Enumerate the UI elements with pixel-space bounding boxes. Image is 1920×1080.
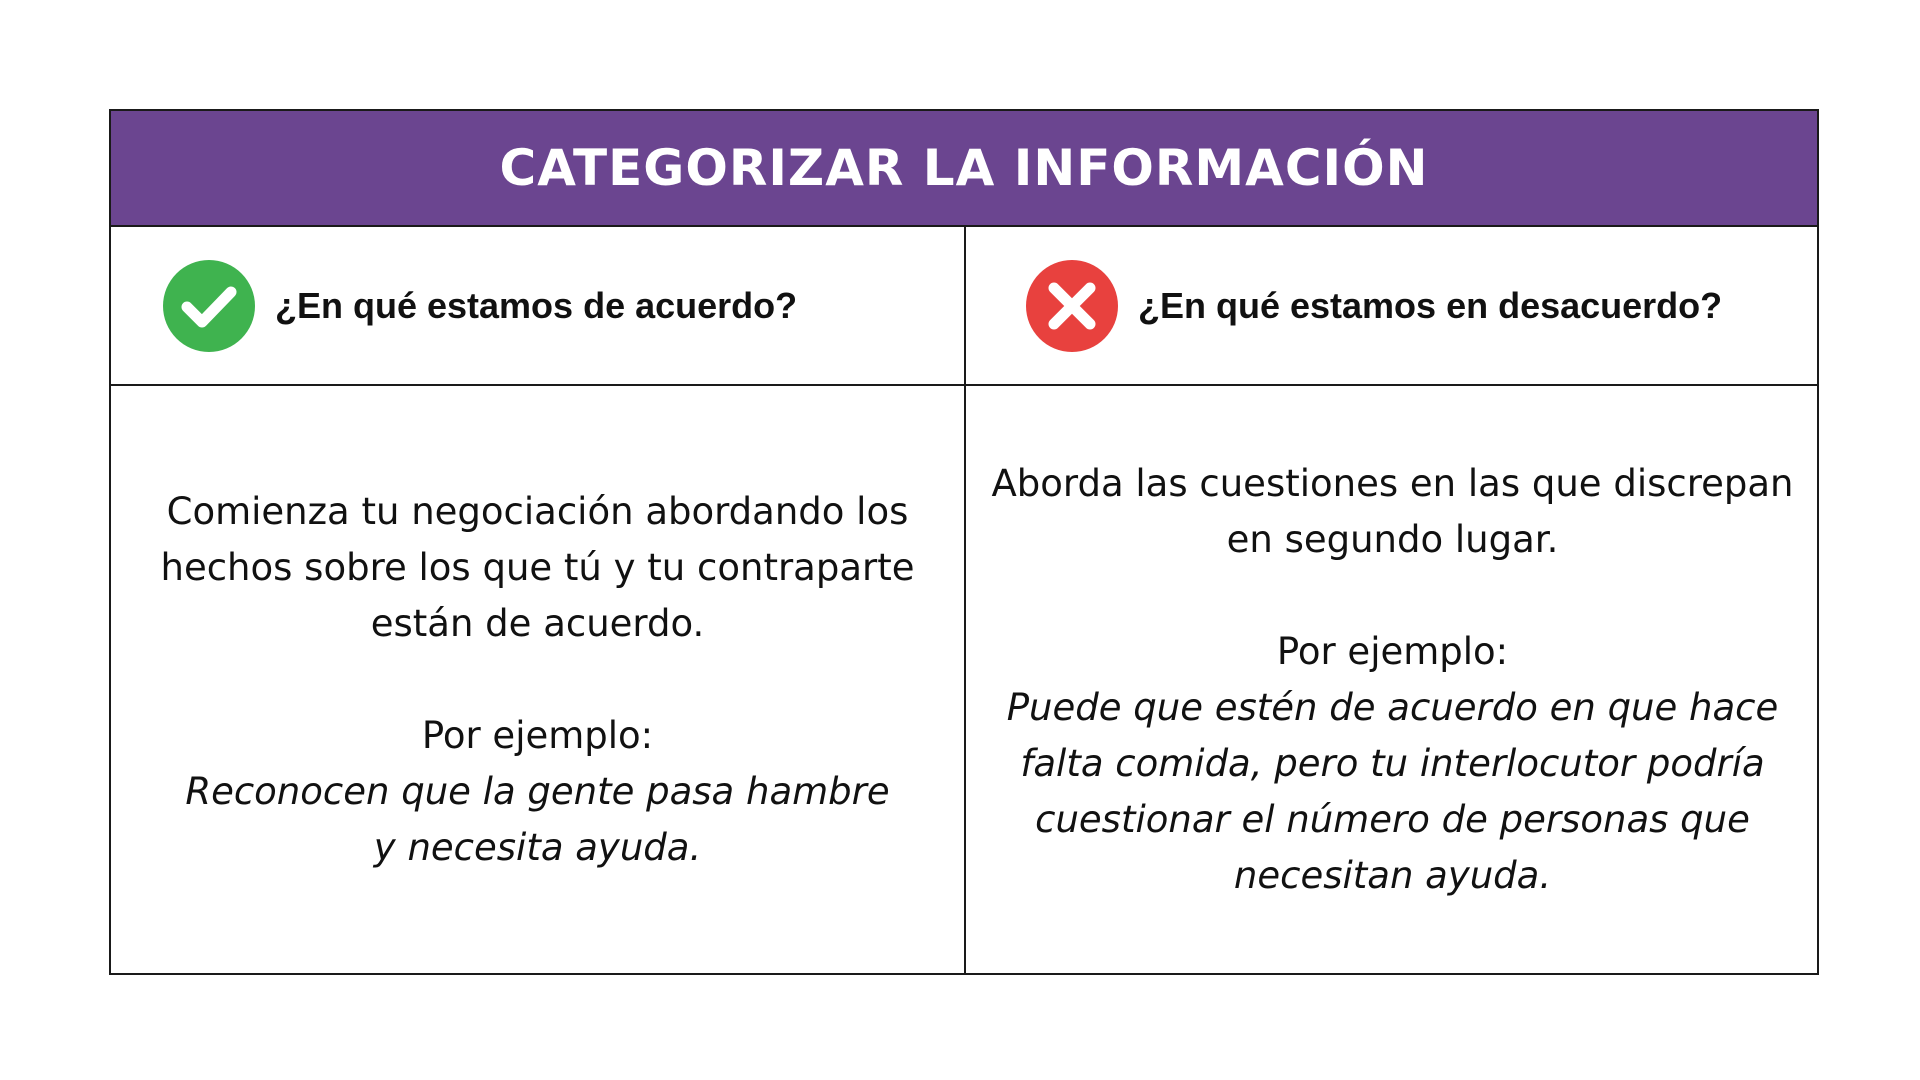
disagree-heading: ¿En qué estamos en desacuerdo? <box>1138 284 1723 326</box>
check-icon <box>163 260 255 352</box>
disagree-body-text: Aborda las cuestiones en las que discrepan en segundo lugar. <box>991 461 1794 561</box>
agree-body-text: Comienza tu negociación abordando los hechos sobre los que tú y tu contraparte están de acuerdo. <box>160 489 915 645</box>
categorize-table <box>109 109 1819 975</box>
agree-header-cell <box>111 227 964 384</box>
agree-example-text: Reconocen que la gente pasa hambre y necesita ayuda. <box>185 769 890 869</box>
table-title: CATEGORIZAR LA INFORMACIÓN <box>499 139 1429 197</box>
agree-body-cell <box>111 386 964 973</box>
disagree-example-text: Puede que estén de acuerdo en que hace falta comida, pero tu interlocutor podría cuestionar el número de personas que necesitan ayuda. <box>1006 685 1779 897</box>
title-bar <box>111 111 1817 227</box>
agree-example-label: Por ejemplo: <box>421 713 654 757</box>
agree-heading: ¿En qué estamos de acuerdo? <box>275 284 798 326</box>
disagree-body-cell <box>966 386 1819 973</box>
disagree-example-label: Por ejemplo: <box>1276 629 1509 673</box>
disagree-header-cell <box>966 227 1819 384</box>
cross-icon <box>1026 260 1118 352</box>
